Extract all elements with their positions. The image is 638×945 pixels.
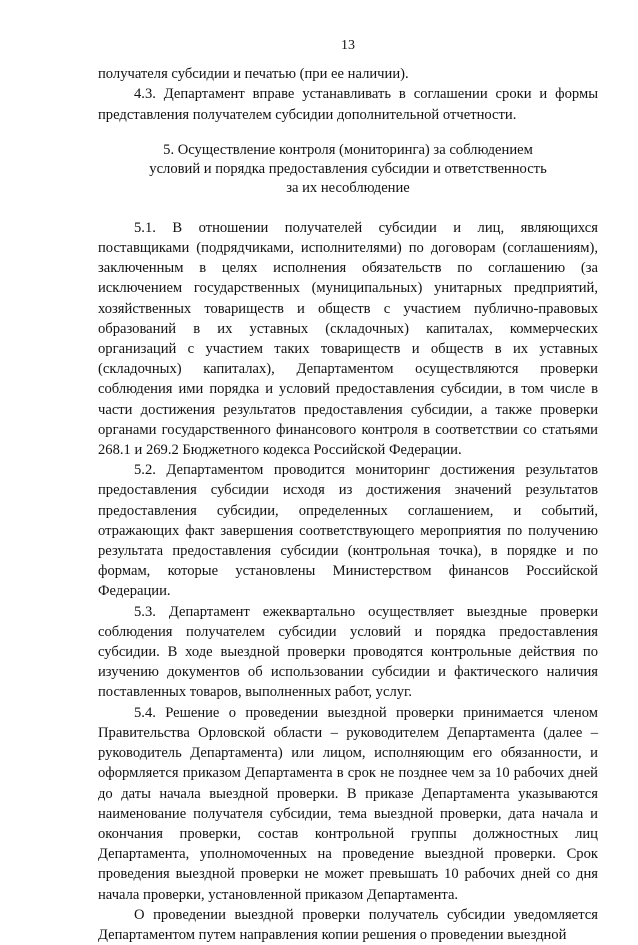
continuation-text: получателя субсидии и печатью (при ее наличии). (98, 66, 409, 83)
document-page (98, 36, 598, 945)
paragraph-5-1: 5.1. В отношении получателей субсидии и лиц, являющихся поставщиками (подрядчиками, исполнителями) по договорам (соглашениям), заключенным в целях исполнения обязательств по соглашению (за исключением государственных (муниципальных) унитарных предприятий, хозяйственных товариществ и обществ с участием публично-правовых образований в их уставных (складочных) капиталах, коммерческих организаций с участием таких товариществ и обществ в их уставных (складочных) капиталах), Департаментом осуществляются проверки соблюдения ими порядка и условий предоставления субсидии, в том числе в части достижения результатов предоставления субсидии, а также проверки органами государственного финансового контроля в соответствии со статьями 268.1 и 269.2 Бюджетного кодекса Российской Федерации. (98, 219, 598, 459)
section-5-heading (98, 141, 598, 198)
paragraph-4-3: 4.3. Департамент вправе устанавливать в соглашении сроки и формы представления получателем субсидии дополнительной отчетности. (98, 86, 598, 123)
paragraph-notification: О проведении выездной проверки получатель субсидии уведомляется Департаментом путем направления копии решения о проведении выездной (98, 906, 598, 943)
paragraph-5-2: 5.2. Департаментом проводится мониторинг достижения результатов предоставления субсидии исходя из достижения значений результатов предоставления субсидии, определенных соглашением, и событий, отражающих факт завершения соответствующего мероприятия по получению результата предоставления субсидии (контрольная точка), в порядке и по формам, которые установлены Министерством финансов Российской Федерации. (98, 462, 598, 600)
section-heading-line-2: условий и порядка предоставления субсидии и ответственность (149, 160, 547, 177)
paragraph-5-3: 5.3. Департамент ежеквартально осуществляет выездные проверки соблюдения получателем субсидии условий и порядка предоставления субсидии. В ходе выездной проверки проводятся контрольные действия по изучению документов об использовании субсидии и фактического наличия поставленных товаров, выполненных работ, услуг. (98, 603, 598, 701)
section-heading-line-1: 5. Осуществление контроля (мониторинга) за соблюдением (163, 141, 533, 158)
page-number: 13 (341, 38, 355, 53)
paragraph-5-4: 5.4. Решение о проведении выездной проверки принимается членом Правительства Орловской области – руководителем Департамента (далее – руководитель Департамента) или лицом, исполняющим его обязанности, и оформляется приказом Департамента в срок не позднее чем за 10 рабочих дней до даты начала выездной проверки. В приказе Департамента указываются наименование получателя субсидии, тема выездной проверки, дата начала и окончания проверки, состав контрольной группы должностных лиц Департамента, уполномоченных на проведение выездной проверки. Срок проведения выездной проверки не может превышать 10 рабочих дней со дня начала проверки, установленной приказом Департамента. (98, 704, 598, 903)
section-heading-line-3: за их несоблюдение (286, 179, 410, 196)
